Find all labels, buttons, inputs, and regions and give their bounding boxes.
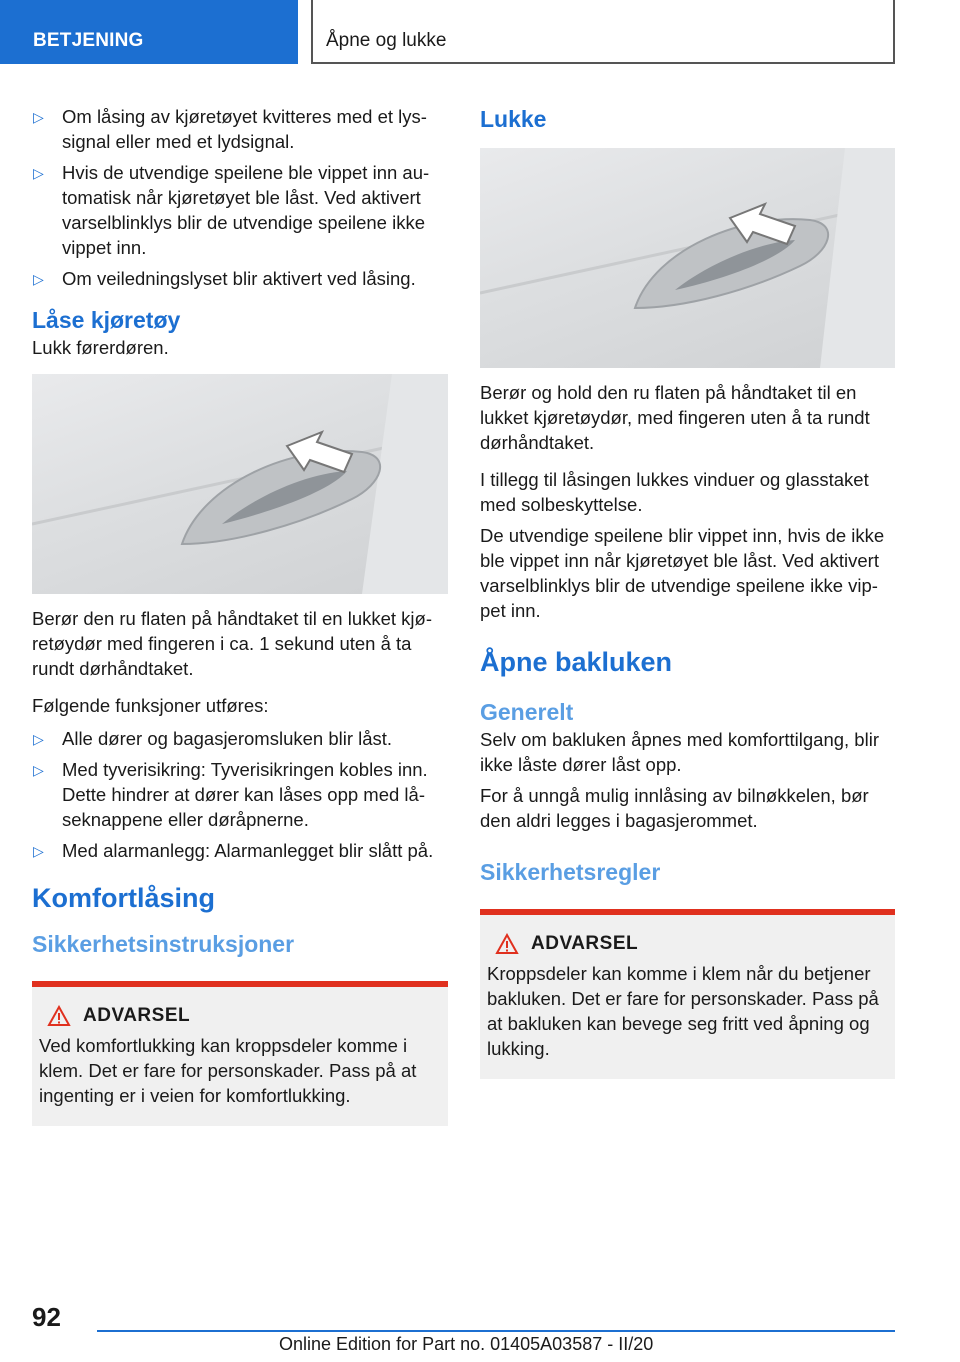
section-tab <box>0 0 298 64</box>
list-item: ▷ Med tyverisikring: Tyverisikringen kobles inn. Dette hindrer at dører kan låses opp med låseknappene eller døråpnerne. <box>33 759 428 830</box>
tailgate-heading: Åpne bakluken <box>480 647 673 677</box>
close-text: Berør og hold den ru flaten på håndtaket til en lukket kjøretøydør, med fingeren uten å ta rundt dørhåndtaket. <box>480 382 870 453</box>
general-text: Selv om bakluken åpnes med komforttilgang, blir ikke låste dører låst opp. <box>480 729 879 775</box>
rules-heading: Sikkerhetsregler <box>480 859 661 885</box>
door-handle-illustration <box>480 148 895 368</box>
triangle-bullet-icon: ▷ <box>33 109 44 125</box>
section-label: BETJENING <box>33 30 144 51</box>
list-item: ▷ Med alarmanlegg: Alarmanlegget blir slått på. <box>32 838 448 863</box>
chapter-title-box <box>311 0 895 64</box>
triangle-bullet-icon: ▷ <box>33 271 44 287</box>
list-item: ▷ Alle dører og bagasjeromsluken blir låst. <box>32 726 448 751</box>
chapter-title: Åpne og lukke <box>326 30 447 51</box>
close-heading: Lukke <box>480 106 547 132</box>
list-item: ▷ Hvis de utvendige speilene ble vippet inn automatisk når kjøretøyet ble låst. Ved aktivert varselblinklys blir de utvendige speilene ikke vippet inn. <box>33 162 430 258</box>
door-handle-photo <box>32 374 448 594</box>
warning-box <box>32 981 448 1126</box>
triangle-bullet-icon: ▷ <box>33 843 44 859</box>
triangle-bullet-icon: ▷ <box>33 165 44 181</box>
page-number: 92 <box>32 1302 61 1332</box>
warning-text: Kroppsdeler kan komme i klem når du betjener bakluken. Det er fare for personskader. Pass på at bakluken kan bevege seg fritt ved åpning og lukking. <box>487 963 879 1059</box>
close-text-2: I tillegg til låsingen lukkes vinduer og glasstaket med solbeskyttelse. <box>480 469 869 515</box>
triangle-bullet-icon: ▷ <box>33 762 44 778</box>
lock-heading: Låse kjøretøy <box>32 307 181 333</box>
door-handle-photo <box>480 148 895 368</box>
warning-triangle-icon <box>495 933 519 955</box>
functions-intro: Følgende funksjoner utføres: <box>32 695 269 716</box>
warning-label: ADVARSEL <box>531 933 639 954</box>
warning-text: Ved komfortlukking kan kroppsdeler komme i klem. Det er fare for personskader. Pass på at ingenting er i veien for komfortlukking. <box>39 1035 417 1106</box>
close-text-3: De utvendige speilene blir vippet inn, hvis de ikke ble vippet inn når kjøretøyet ble låst. Ved aktivert varselblinklys blir de utvendige speilene ikke vippet inn. <box>480 525 885 621</box>
functions-list <box>32 726 448 863</box>
safety-heading: Sikkerhetsinstruksjoner <box>32 931 295 957</box>
lock-text: Berør den ru flaten på håndtaket til en lukket kjøretøydør med fingeren i ca. 1 sekund uten å ta rundt dørhåndtaket. <box>32 608 433 679</box>
general-heading: Generelt <box>480 699 574 725</box>
edition-link[interactable]: Online Edition for Part no. 01405A03587 - II/20 <box>279 1334 654 1354</box>
footer-divider <box>97 1330 895 1332</box>
right-column <box>480 104 896 1079</box>
comfort-heading: Komfortlåsing <box>32 883 216 913</box>
triangle-bullet-icon: ▷ <box>33 731 44 747</box>
lock-intro: Lukk førerdøren. <box>32 337 169 358</box>
warning-label: ADVARSEL <box>83 1005 191 1026</box>
warning-triangle-icon <box>47 1005 71 1027</box>
warning-box <box>480 909 895 1079</box>
general-text-2: For å unngå mulig innlåsing av bilnøkkelen, bør den aldri legges i bagasjerommet. <box>480 785 869 831</box>
top-bullet-list <box>32 104 448 291</box>
left-column <box>32 104 448 1126</box>
list-item: ▷ Om låsing av kjøretøyet kvitteres med et lyssignal eller med et lydsignal. <box>33 106 427 152</box>
door-handle-illustration <box>32 374 448 594</box>
list-item: ▷ Om veiledningslyset blir aktivert ved låsing. <box>32 266 448 291</box>
